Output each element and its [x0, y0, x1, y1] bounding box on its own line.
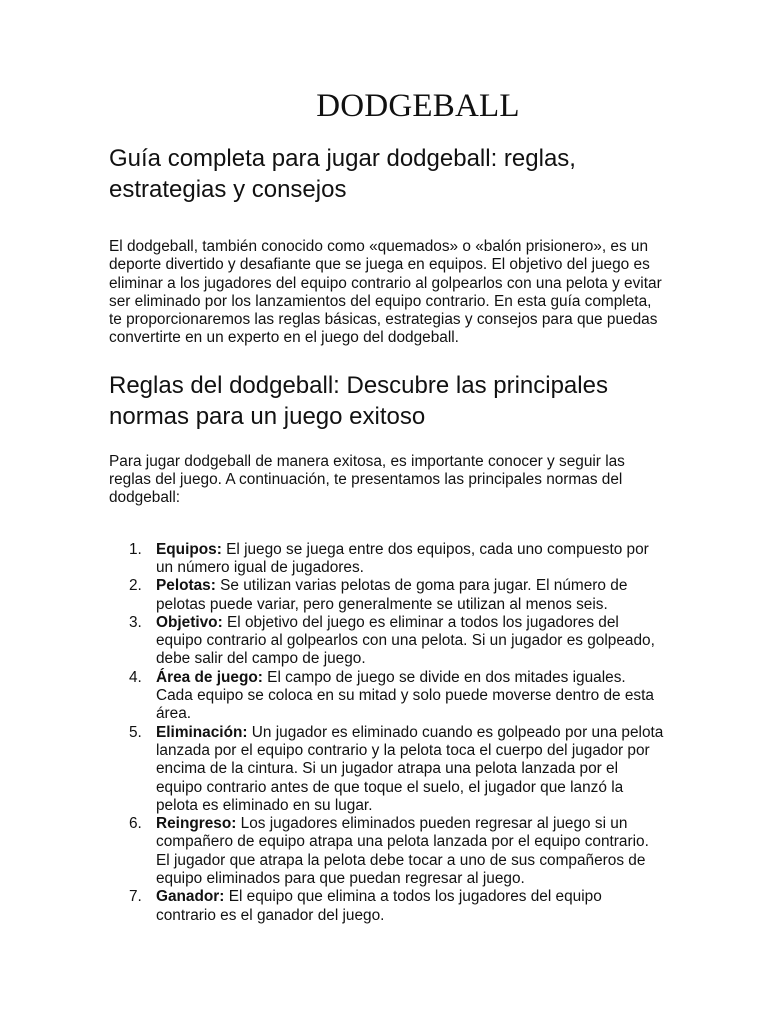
rules-list	[109, 541, 664, 925]
document-title: DODGEBALL	[316, 88, 520, 124]
rule-item	[129, 577, 664, 614]
rule-item	[129, 613, 664, 669]
rule-term: Reingreso:	[156, 815, 237, 833]
rule-number: 3.	[129, 613, 142, 631]
rule-number: 7.	[129, 888, 142, 906]
rule-term: Objetivo:	[156, 613, 223, 631]
rule-text: El campo de juego se divide en dos mitades iguales. Cada equipo se coloca en su mitad y solo puede moverse dentro de esta área.	[156, 668, 654, 723]
rule-text: Los jugadores eliminados pueden regresar al juego si un compañero de equipo atrapa una pelota lanzada por el equipo contrario. El jugador que atrapa la pelota debe tocar a uno de sus compañeros de equipo eliminados para que puedan regresar al juego.	[156, 815, 649, 888]
rules-intro-paragraph: Para jugar dodgeball de manera exitosa, es importante conocer y seguir las reglas del juego. A continuación, te presentamos las principales normas del dodgeball:	[109, 452, 625, 507]
intro-paragraph: El dodgeball, también conocido como «quemados» o «balón prisionero», es un deporte divertido y desafiante que se juega en equipos. El objetivo del juego es eliminar a los jugadores del equipo contrario al golpearlos con una pelota y evitar ser eliminado por los lanzamientos del equipo contrario. En esta guía completa, te proporcionaremos las reglas básicas, estrategias y consejos para que puedas convertirte en un experto en el juego del dodgeball.	[109, 238, 662, 347]
rule-text: El equipo que elimina a todos los jugadores del equipo contrario es el ganador del juego.	[156, 888, 602, 924]
rule-term: Equipos:	[156, 540, 222, 558]
rule-item	[129, 815, 664, 888]
rule-term: Eliminación:	[156, 723, 248, 741]
rule-number: 1.	[129, 540, 142, 558]
rule-item	[129, 668, 664, 724]
rule-text: El objetivo del juego es eliminar a todos los jugadores del equipo contrario al golpearlos con una pelota. Si un jugador es golpeado, debe salir del campo de juego.	[156, 613, 655, 668]
rule-item	[129, 888, 664, 925]
rule-text: Se utilizan varias pelotas de goma para jugar. El número de pelotas puede variar, pero generalmente se utilizan al menos seis.	[156, 577, 628, 613]
rule-number: 2.	[129, 577, 142, 595]
rule-text: Un jugador es eliminado cuando es golpeado por una pelota lanzada por el equipo contrario y la pelota toca el cuerpo del jugador por encima de la cintura. Si un jugador atrapa una pelota lanzada por el equipo contrario antes de que toque el suelo, el jugador que lanzó la pelota es eliminado en su lugar.	[156, 723, 664, 814]
rule-number: 5.	[129, 723, 142, 741]
document-body	[109, 143, 664, 925]
rule-number: 6.	[129, 815, 142, 833]
rule-term: Área de juego:	[156, 668, 263, 686]
rule-term: Ganador:	[156, 888, 225, 906]
intro-heading: Guía completa para jugar dodgeball: reglas, estrategias y consejos	[109, 145, 576, 203]
rules-heading: Reglas del dodgeball: Descubre las principales normas para un juego exitoso	[109, 371, 608, 430]
rule-item	[129, 723, 664, 815]
rule-number: 4.	[129, 668, 142, 686]
rule-text: El juego se juega entre dos equipos, cada uno compuesto por un número igual de jugadores.	[156, 540, 649, 576]
rule-item	[129, 540, 664, 578]
rule-term: Pelotas:	[156, 577, 216, 595]
